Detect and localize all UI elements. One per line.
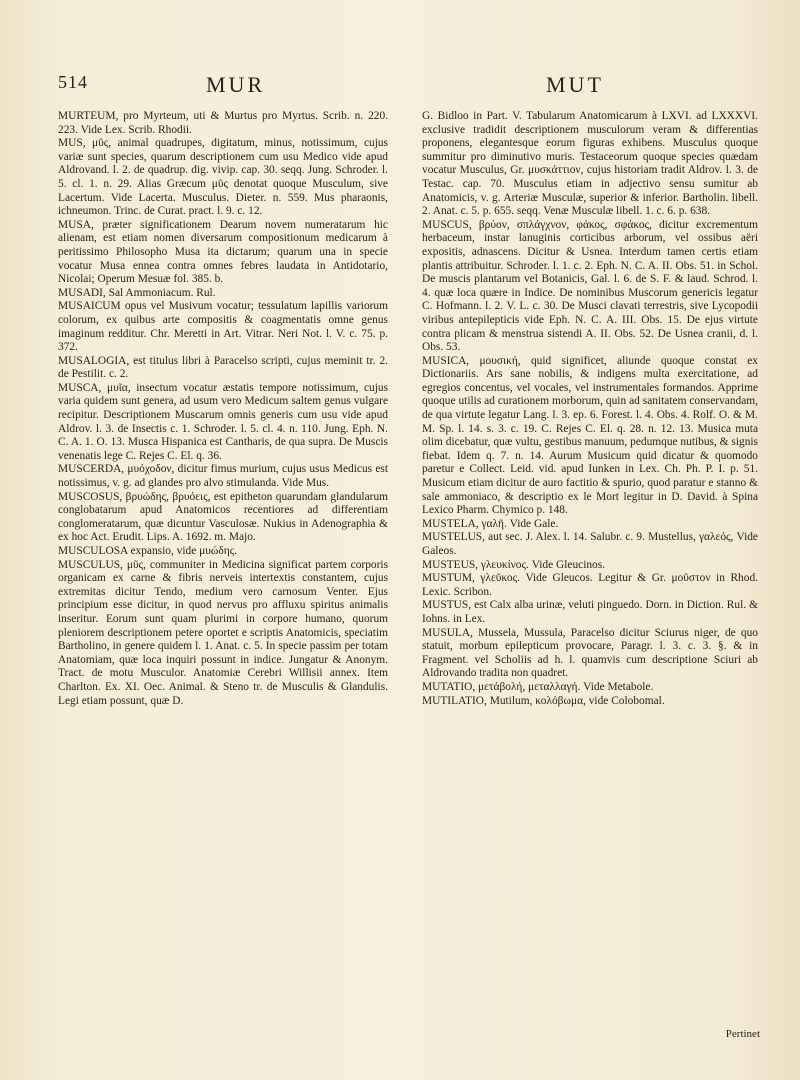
- right-running-head: MUT: [546, 72, 604, 97]
- entry-musculus-cont: G. Bidloo in Part. V. Tabularum Anatomicarum à LXVI. ad LXXXVI. exclusive tradidit descriptionem musculorum veram & differentias proponens, elegantesque eorum figuras exhibens. Musculus quoque summitur pro diminutivo muris. Testaceorum quoque species quædam vocatur Musculus, Gr. μυσκάττιον, cujus historiam tradit Aldrov. l. 3. de Testac. cap. 70. Musculus etiam in adjectivo sensu sumitur ab Anatomicis, v. g. Arteriæ Musculæ, superior & inferior. Bartholin. libell. 2. Anat. c. 5. p. 655. seqq. Venæ Musculæ libell. 1. c. 6. p. 638.: [422, 110, 758, 218]
- entry-musculus: MUSCULUS, μῦς, communiter in Medicina significat partem corporis organicam ex carne & fibris nerveis intertextis constantem, cujus extremitas dicitur Tendo, medium vero carnosum Venter. Ejus principium esse dicitur, in quod nervus pro affluxu spiritus animalis inseritur. Eorum sunt quam plurimi in corpore humano, quorum pleniorem descriptionem petere oportet e scriptis Anatomicis, speciatim Bartholino, in genere quidem l. 1. Anat. c. 5. In specie passim per totam Anatomiam, quæ loca inquiri possunt in indice. Jungatur & Anonym. Tract. de motu Musculor. Anatomiæ Cerebri Willisii annex. Item Charlton. Ex. XI. Oec. Animal. & Steno tr. de Musculis & Glandulis. Legi etiam possunt, quæ D.: [58, 558, 388, 707]
- entry-musca: MUSCA, μυῖα, insectum vocatur æstatis tempore notissimum, cujus varia quidem sunt genera, ad usum vero Medicum saltem genus vulgare recipitur. Descriptionem Muscarum omnis generis cum usu vide apud Aldrov. l. 3. de Insectis c. 1. Schroder. l. 5. cl. 4. n. 110. Jung. Eph. N. C. A. 1. O. 13. Musca Hispanica est Cantharis, de qua supra. De Muscis venenatis lege C. Rejes C. El. q. 36.: [58, 381, 388, 462]
- entry-musica: MUSICA, μουσική, quid significet, aliunde quoque constat ex Dictionariis. Ars sane nobilis, & indigens multa exercitatione, ad egregios concentus, vel vocales, vel instrumentales formandos. Apprime quoque utilis ad curationem morborum, quin ad sanitatem conservandam, de qua virtute legatur Lang. l. 3. ep. 6. Forest. l. 4. Obs. 4. Rolf. O. & M. M. Sp. l. 14. s. 3. c. 19. C. Rejes C. El. q. 28. n. 12. 13. Musica muta olim dicebatur, quæ vultu, gestibus manuum, pedumque nutibus, & signis fiebat. Idem q. 7. n. 14. Aurum Musicum quid dicatur & quomodo paretur e Collect. Leid. vid. apud Iunken in Lex. Ch. Ph. P. I. p. 51. Musicum etiam dicitur de auro factitio & spurio, quod paratur e stanno & sale ammoniaco, & descriptio ex le Mort legitur in D. David. à Spina Lexico Pharm. Chymico p. 148.: [422, 354, 758, 517]
- entry-muscosus: MUSCOSUS, βρυώδης, βρυόεις, est epitheton quarundam glandularum conglobatarum apud Anatomicos recentiores ad differentiam conglomeratarum, quæ dicuntur Vasculosæ. Nukius in Adenographia & ex hoc Act. Erudit. Lips. A. 1692. m. Majo.: [58, 490, 388, 544]
- left-running-head: MUR: [206, 72, 266, 97]
- entry-mustum: MUSTUM, γλεῦκος. Vide Gleucos. Legitur & Gr. μοῦστον in Rhod. Lexic. Scribon.: [422, 572, 758, 598]
- right-column: [422, 110, 758, 1060]
- entry-muscus: MUSCUS, βρύον, σπλάγχνον, φάκος, σφάκος, dicitur excrementum herbaceum, instar lanuginis corticibus arborum, vel ossibus aëri expositis, adnascens. Dicitur & Usnea. Interdum tamen certis etiam plantis attribuitur. Schroder. l. 1. c. 2. Eph. N. C. A. II. Obs. 51. in Schol. De muscis plantarum vel Botanicis, Gal. l. 6. de S. F. & laud. Schrod. l. 4. quæ loca quære in Indice. De nominibus Muscorum genericis legatur C. Hofmann. l. 2. V. L. c. 30. De Musci clavati terrestris, sive Lycopodii viribus antepilepticis vide Eph. N. C. A. III. Obs. 15. De ejus virtute contra plicam & menstrua sistendi A. II. Obs. 52. De Usnea cranii, d. l. Obs. 53.: [422, 218, 758, 354]
- entry-musculosa: MUSCULOSA expansio, vide μυώδης.: [58, 545, 238, 557]
- entry-mus: MUS, μῦς, animal quadrupes, digitatum, minus, notissimum, cujus variæ sunt species, quarum descriptionem cum usu Medico vide apud Aldrovand. l. 2. de quadrup. dig. vivip. cap. 30. seqq. Jung. Schroder. l. 5. cl. 1. n. 29. Alias Græcum μῦς denotat quoque Musculum, sive Lacertum. Vide Lacerta. Musculus. Dieter. n. 559. Mus pharaonis, ichneumon. Trinc. de Curat. pract. l. 9. c. 12.: [58, 137, 388, 218]
- running-header: [58, 72, 762, 108]
- entry-mustus: MUSTUS, est Calx alba urinæ, veluti pinguedo. Dorn. in Diction. Rul. & Iohns. in Lex.: [422, 599, 758, 625]
- entry-musula: MUSULA, Mussela, Mussula, Paracelso dicitur Sciurus niger, de quo statuit, morbum epilepticum provocare, Paragr. l. 3. c. 3. §. & in Fragment. vel Scholiis ad h. l. quamvis cum descriptione Sciuri ab Aldrovando tradita non quadret.: [422, 626, 758, 680]
- entry-mutilatio: MUTILATIO, Mutilum, κολόβωμα, vide Colobomal.: [422, 694, 665, 707]
- entry-musadi: MUSADI, Sal Ammoniacum. Rul.: [58, 286, 216, 299]
- entry-muscerda: MUSCERDA, μυόχοδον, dicitur fimus murium, cujus usus Medicus est notissimus, v. g. ad glandes pro alvo stimulanda. Vide Mus.: [58, 463, 388, 490]
- entry-musteus: MUSTEUS, γλευκίνος. Vide Gleucinos.: [422, 558, 606, 571]
- entry-musalogia: MUSALOGIA, est titulus libri à Paracelso scripti, cujus meminit tr. 2. de Pestilit. c. 2.: [58, 354, 388, 381]
- entry-musa: MUSA, præter significationem Dearum novem numeratarum hic alienam, est etiam nomen diversarum compositionum medicarum à peritissimo Philosopho Musa ita dictarum; quarum una in specie vocatur Musa ennea contra omnes febres laudata in Antidotario, Nicolai; Operum Mesuæ fol. 385. b.: [58, 218, 388, 286]
- page-number: 514: [58, 72, 88, 92]
- left-column: [58, 110, 388, 1060]
- entry-murteum: MURTEUM, pro Myrteum, uti & Murtus pro Myrtus. Scrib. n. 220. 223. Vide Lex. Scrib. Rhodii.: [58, 110, 388, 136]
- entry-mutatio: MUTATIO, μετάβολή, μεταλλαγή. Vide Metabole.: [422, 680, 654, 693]
- entry-musaicum: MUSAICUM opus vel Musivum vocatur; tessulatum lapillis variorum colorum, ex quibus arte compositis & coagmentatis omne genus imaginum redditur. Chr. Meretti in Art. Vitrar. Neri Not. l. V. c. 75. p. 372.: [58, 300, 388, 354]
- catchword: Pertinet: [725, 1028, 760, 1040]
- entry-mustelus: MUSTELUS, aut sec. J. Alex. l. 14. Salubr. c. 9. Mustellus, γαλεός, Vide Galeos.: [422, 531, 758, 557]
- entry-mustela: MUSTELA, γαλῆ. Vide Gale.: [422, 517, 559, 530]
